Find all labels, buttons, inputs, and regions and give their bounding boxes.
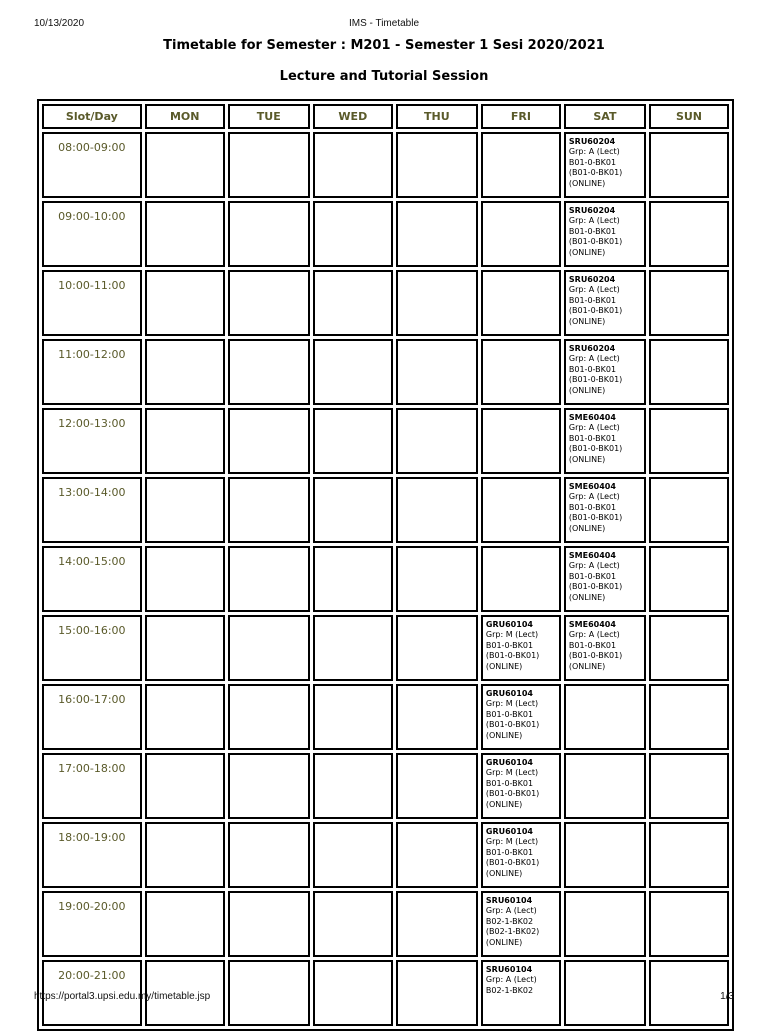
cell-wed [313, 546, 393, 612]
class-entry [566, 341, 644, 396]
entry-group: Grp: A (Lect) [485, 906, 537, 916]
print-header [34, 18, 734, 32]
entry-group: Grp: A (Lect) [568, 630, 620, 640]
entry-room: B02-1-BK02 [485, 985, 534, 995]
entry-mode: (ONLINE) [568, 523, 606, 533]
entry-room-alt: (B01-0-BK01) [485, 651, 540, 661]
cell-tue [228, 408, 310, 474]
cell-fri [481, 615, 561, 681]
slot-time: 20:00-21:00 [42, 960, 142, 1026]
cell-fri [481, 546, 561, 612]
cell-sat [564, 615, 646, 681]
table-row [42, 339, 729, 405]
print-footer [34, 991, 734, 1005]
cell-sat [564, 132, 646, 198]
slot-time: 13:00-14:00 [42, 477, 142, 543]
header-sun: SUN [649, 104, 729, 129]
cell-wed [313, 684, 393, 750]
entry-room: B01-0-BK01 [568, 226, 617, 236]
cell-thu [396, 891, 478, 957]
cell-thu [396, 753, 478, 819]
entry-code: SME60404 [568, 413, 616, 422]
entry-group: Grp: A (Lect) [485, 975, 537, 985]
cell-thu [396, 477, 478, 543]
cell-sat [564, 408, 646, 474]
cell-fri [481, 201, 561, 267]
entry-room: B01-0-BK01 [568, 364, 617, 374]
cell-sun [649, 684, 729, 750]
cell-sat [564, 753, 646, 819]
cell-sun [649, 339, 729, 405]
cell-mon [145, 132, 225, 198]
class-entry [566, 617, 644, 672]
cell-tue [228, 753, 310, 819]
slot-time: 09:00-10:00 [42, 201, 142, 267]
cell-fri [481, 270, 561, 336]
entry-code: SRU60204 [568, 344, 616, 353]
cell-mon [145, 546, 225, 612]
entry-mode: (ONLINE) [568, 661, 606, 671]
entry-code: SME60404 [568, 482, 616, 491]
cell-wed [313, 615, 393, 681]
cell-wed [313, 339, 393, 405]
cell-tue [228, 546, 310, 612]
entry-room-alt: (B01-0-BK01) [568, 582, 623, 592]
entry-code: GRU60104 [485, 689, 533, 698]
cell-sat [564, 891, 646, 957]
timetable-header-row [42, 104, 729, 129]
cell-sun [649, 408, 729, 474]
entry-room-alt: (B01-0-BK01) [485, 858, 540, 868]
entry-room-alt: (B01-0-BK01) [568, 513, 623, 523]
cell-thu [396, 270, 478, 336]
cell-wed [313, 201, 393, 267]
entry-group: Grp: A (Lect) [568, 285, 620, 295]
entry-mode: (ONLINE) [485, 730, 523, 740]
class-entry [483, 824, 559, 879]
slot-time: 17:00-18:00 [42, 753, 142, 819]
cell-tue [228, 132, 310, 198]
entry-group: Grp: A (Lect) [568, 354, 620, 364]
cell-mon [145, 408, 225, 474]
class-entry [483, 617, 559, 672]
cell-wed [313, 270, 393, 336]
entry-room: B01-0-BK01 [568, 571, 617, 581]
entry-group: Grp: A (Lect) [568, 216, 620, 226]
cell-mon [145, 684, 225, 750]
cell-mon [145, 477, 225, 543]
timetable-container [37, 99, 734, 995]
cell-mon [145, 822, 225, 888]
table-row [42, 132, 729, 198]
entry-group: Grp: M (Lect) [485, 699, 539, 709]
header-mon: MON [145, 104, 225, 129]
entry-code: GRU60104 [485, 827, 533, 836]
cell-sun [649, 891, 729, 957]
entry-group: Grp: M (Lect) [485, 630, 539, 640]
slot-time: 14:00-15:00 [42, 546, 142, 612]
entry-group: Grp: A (Lect) [568, 492, 620, 502]
entry-room-alt: (B01-0-BK01) [568, 444, 623, 454]
cell-thu [396, 615, 478, 681]
cell-sat [564, 822, 646, 888]
cell-sat [564, 546, 646, 612]
cell-sun [649, 822, 729, 888]
cell-tue [228, 891, 310, 957]
slot-time: 12:00-13:00 [42, 408, 142, 474]
table-row [42, 753, 729, 819]
cell-sat [564, 201, 646, 267]
table-row [42, 408, 729, 474]
entry-code: GRU60104 [485, 758, 533, 767]
entry-room: B01-0-BK01 [485, 709, 534, 719]
class-entry [566, 548, 644, 603]
header-wed: WED [313, 104, 393, 129]
cell-mon [145, 339, 225, 405]
entry-group: Grp: M (Lect) [485, 768, 539, 778]
table-row [42, 270, 729, 336]
cell-wed [313, 822, 393, 888]
table-row [42, 684, 729, 750]
entry-room: B01-0-BK01 [568, 640, 617, 650]
cell-sun [649, 477, 729, 543]
entry-mode: (ONLINE) [568, 385, 606, 395]
entry-group: Grp: A (Lect) [568, 147, 620, 157]
slot-time: 11:00-12:00 [42, 339, 142, 405]
entry-room: B01-0-BK01 [485, 778, 534, 788]
cell-wed [313, 132, 393, 198]
class-entry [566, 203, 644, 258]
entry-mode: (ONLINE) [568, 316, 606, 326]
cell-tue [228, 615, 310, 681]
cell-fri [481, 339, 561, 405]
entry-room: B01-0-BK01 [485, 847, 534, 857]
slot-time: 16:00-17:00 [42, 684, 142, 750]
timetable [37, 99, 734, 1031]
entry-room-alt: (B01-0-BK01) [485, 789, 540, 799]
cell-tue [228, 477, 310, 543]
table-row [42, 891, 729, 957]
cell-fri [481, 408, 561, 474]
cell-tue [228, 339, 310, 405]
cell-mon [145, 891, 225, 957]
entry-mode: (ONLINE) [568, 454, 606, 464]
cell-thu [396, 201, 478, 267]
header-sat: SAT [564, 104, 646, 129]
print-url: https://portal3.upsi.edu.my/timetable.jsp [34, 991, 211, 1002]
cell-fri [481, 753, 561, 819]
entry-room: B01-0-BK01 [568, 502, 617, 512]
class-entry [566, 410, 644, 465]
entry-room: B01-0-BK01 [568, 295, 617, 305]
entry-code: SRU60104 [485, 965, 533, 974]
cell-sun [649, 201, 729, 267]
cell-thu [396, 822, 478, 888]
class-entry [566, 272, 644, 327]
entry-group: Grp: A (Lect) [568, 561, 620, 571]
entry-room: B02-1-BK02 [485, 916, 534, 926]
cell-wed [313, 477, 393, 543]
table-row [42, 477, 729, 543]
cell-sat [564, 684, 646, 750]
cell-sat [564, 477, 646, 543]
entry-room-alt: (B02-1-BK02) [485, 927, 540, 937]
cell-sun [649, 132, 729, 198]
entry-mode: (ONLINE) [568, 592, 606, 602]
cell-sun [649, 753, 729, 819]
cell-fri [481, 477, 561, 543]
cell-tue [228, 270, 310, 336]
cell-fri [481, 132, 561, 198]
cell-fri [481, 684, 561, 750]
table-row [42, 615, 729, 681]
slot-time: 18:00-19:00 [42, 822, 142, 888]
entry-room-alt: (B01-0-BK01) [485, 720, 540, 730]
cell-thu [396, 408, 478, 474]
cell-tue [228, 201, 310, 267]
header-tue: TUE [228, 104, 310, 129]
cell-sun [649, 615, 729, 681]
entry-mode: (ONLINE) [485, 799, 523, 809]
table-row [42, 201, 729, 267]
cell-thu [396, 546, 478, 612]
cell-tue [228, 822, 310, 888]
entry-mode: (ONLINE) [485, 868, 523, 878]
entry-group: Grp: A (Lect) [568, 423, 620, 433]
cell-mon [145, 753, 225, 819]
cell-mon [145, 270, 225, 336]
cell-sun [649, 270, 729, 336]
cell-thu [396, 132, 478, 198]
entry-room-alt: (B01-0-BK01) [568, 651, 623, 661]
header-fri: FRI [481, 104, 561, 129]
print-page-number: 1/3 [720, 991, 734, 1002]
cell-wed [313, 891, 393, 957]
page-subtitle: Lecture and Tutorial Session [279, 69, 489, 84]
entry-code: SRU60204 [568, 275, 616, 284]
table-row [42, 546, 729, 612]
slot-time: 19:00-20:00 [42, 891, 142, 957]
class-entry [566, 479, 644, 534]
entry-code: SRU60204 [568, 137, 616, 146]
cell-tue [228, 684, 310, 750]
class-entry [483, 755, 559, 810]
table-row [42, 822, 729, 888]
cell-sat [564, 339, 646, 405]
class-entry [483, 893, 559, 948]
slot-time: 08:00-09:00 [42, 132, 142, 198]
entry-room-alt: (B01-0-BK01) [568, 168, 623, 178]
cell-mon [145, 615, 225, 681]
entry-mode: (ONLINE) [568, 178, 606, 188]
entry-room-alt: (B01-0-BK01) [568, 375, 623, 385]
entry-mode: (ONLINE) [485, 661, 523, 671]
cell-fri [481, 822, 561, 888]
entry-code: SRU60104 [485, 896, 533, 905]
entry-room: B01-0-BK01 [485, 640, 534, 650]
cell-sun [649, 546, 729, 612]
entry-code: SME60404 [568, 551, 616, 560]
cell-mon [145, 201, 225, 267]
slot-time: 10:00-11:00 [42, 270, 142, 336]
print-date: 10/13/2020 [34, 18, 85, 29]
entry-code: SRU60204 [568, 206, 616, 215]
slot-time: 15:00-16:00 [42, 615, 142, 681]
timetable-body [42, 132, 729, 1026]
entry-mode: (ONLINE) [485, 937, 523, 947]
cell-thu [396, 339, 478, 405]
cell-thu [396, 684, 478, 750]
cell-wed [313, 408, 393, 474]
class-entry [566, 134, 644, 189]
page-title: Timetable for Semester : M201 - Semester 1 Sesi 2020/2021 [163, 38, 605, 53]
print-page-title: IMS - Timetable [348, 18, 420, 29]
cell-fri [481, 891, 561, 957]
header-thu: THU [396, 104, 478, 129]
entry-mode: (ONLINE) [568, 247, 606, 257]
entry-code: SME60404 [568, 620, 616, 629]
cell-wed [313, 753, 393, 819]
cell-sat [564, 270, 646, 336]
entry-room: B01-0-BK01 [568, 157, 617, 167]
entry-group: Grp: M (Lect) [485, 837, 539, 847]
entry-room: B01-0-BK01 [568, 433, 617, 443]
class-entry [483, 686, 559, 741]
entry-code: GRU60104 [485, 620, 533, 629]
entry-room-alt: (B01-0-BK01) [568, 237, 623, 247]
entry-room-alt: (B01-0-BK01) [568, 306, 623, 316]
header-slot-day: Slot/Day [42, 104, 142, 129]
